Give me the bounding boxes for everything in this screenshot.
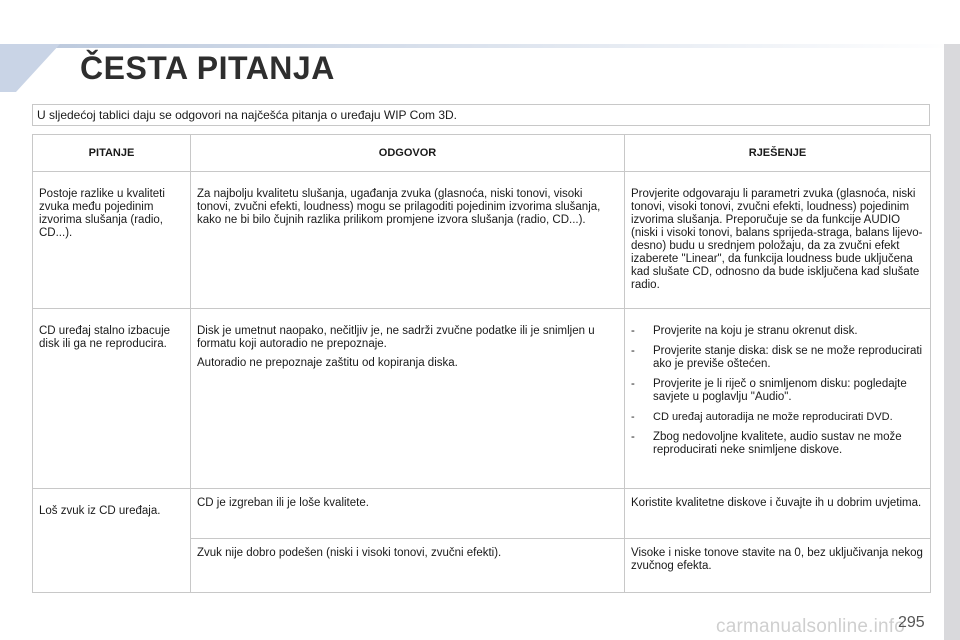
page-header: [0, 0, 960, 100]
question-cell: Loš zvuk iz CD uređaja.: [33, 489, 191, 593]
solution-cell: Visoke i niske tonove stavite na 0, bez uključivanja nekog zvučnog efekta.: [625, 539, 931, 593]
list-item: - Provjerite stanje diska: disk se ne može reproducirati ako je previše oštećen.: [631, 345, 924, 371]
watermark: carmanualsonline.info: [716, 616, 906, 637]
column-header-solution: RJEŠENJE: [625, 135, 931, 172]
list-item: - Zbog nedovoljne kvalitete, audio sustav ne može reproducirati neke snimljene diskove.: [631, 431, 924, 457]
intro-text: U sljedećoj tablici daju se odgovori na najčešća pitanja o uređaju WIP Com 3D.: [32, 104, 930, 126]
answer-cell: Zvuk nije dobro podešen (niski i visoki tonovi, zvučni efekti).: [191, 539, 625, 593]
solution-list: [631, 325, 924, 457]
faq-table: [32, 134, 931, 593]
list-item: - Provjerite na koju je stranu okrenut disk.: [631, 325, 924, 338]
answer-cell: CD je izgreban ili je loše kvalitete.: [191, 489, 625, 539]
page-number: 295: [898, 614, 925, 631]
solution-cell: Koristite kvalitetne diskove i čuvajte ih u dobrim uvjetima.: [625, 489, 931, 539]
answer-cell: [191, 309, 625, 489]
table-row: [33, 489, 931, 539]
solution-cell: [625, 309, 931, 489]
table-row: [33, 172, 931, 309]
solution-cell: Provjerite odgovaraju li parametri zvuka (glasnoća, niski tonovi, visoki tonovi, zvučni efekti, loudness) pojedinim izvorima slušanja. Preporučuje se da funkcije AUDIO (niski i visoki tonovi, balans sprijeda-straga, balans lijevo-desno) budu u srednjem položaju, da za zvučni efekt izaberete "Linear", da funkcija loudness bude uključena kad slušate CD, odnosno da bude isključena kad slušate radio.: [625, 172, 931, 309]
answer-text: Disk je umetnut naopako, nečitljiv je, ne sadrži zvučne podatke ili je snimljen u formatu koji autoradio ne prepoznaje.: [197, 325, 595, 350]
list-item: - CD uređaj autoradija ne može reproducirati DVD.: [631, 411, 924, 424]
table-row: [33, 309, 931, 489]
answer-text: Autoradio ne prepoznaje zaštitu od kopiranja diska.: [197, 357, 458, 369]
column-header-answer: ODGOVOR: [191, 135, 625, 172]
question-cell: Postoje razlike u kvaliteti zvuka među pojedinim izvorima slušanja (radio, CD...).: [33, 172, 191, 309]
header-corner-shape: [0, 44, 60, 92]
answer-cell: Za najbolju kvalitetu slušanja, ugađanja zvuka (glasnoća, niski tonovi, visoki tonovi, zvučni efekti, loudness) mogu se prilagoditi pojedinim izvorima slušanja, kako ne bi bilo čujnih razlika prilikom promjene izvora slušanja (radio, CD...).: [191, 172, 625, 309]
question-cell: CD uređaj stalno izbacuje disk ili ga ne reproducira.: [33, 309, 191, 489]
column-header-question: PITANJE: [33, 135, 191, 172]
list-item: - Provjerite je li riječ o snimljenom disku: pogledajte savjete u poglavlju "Audio".: [631, 378, 924, 404]
side-strip: [944, 44, 960, 640]
page-title: ČESTA PITANJA: [80, 50, 335, 86]
table-header-row: [33, 135, 931, 172]
